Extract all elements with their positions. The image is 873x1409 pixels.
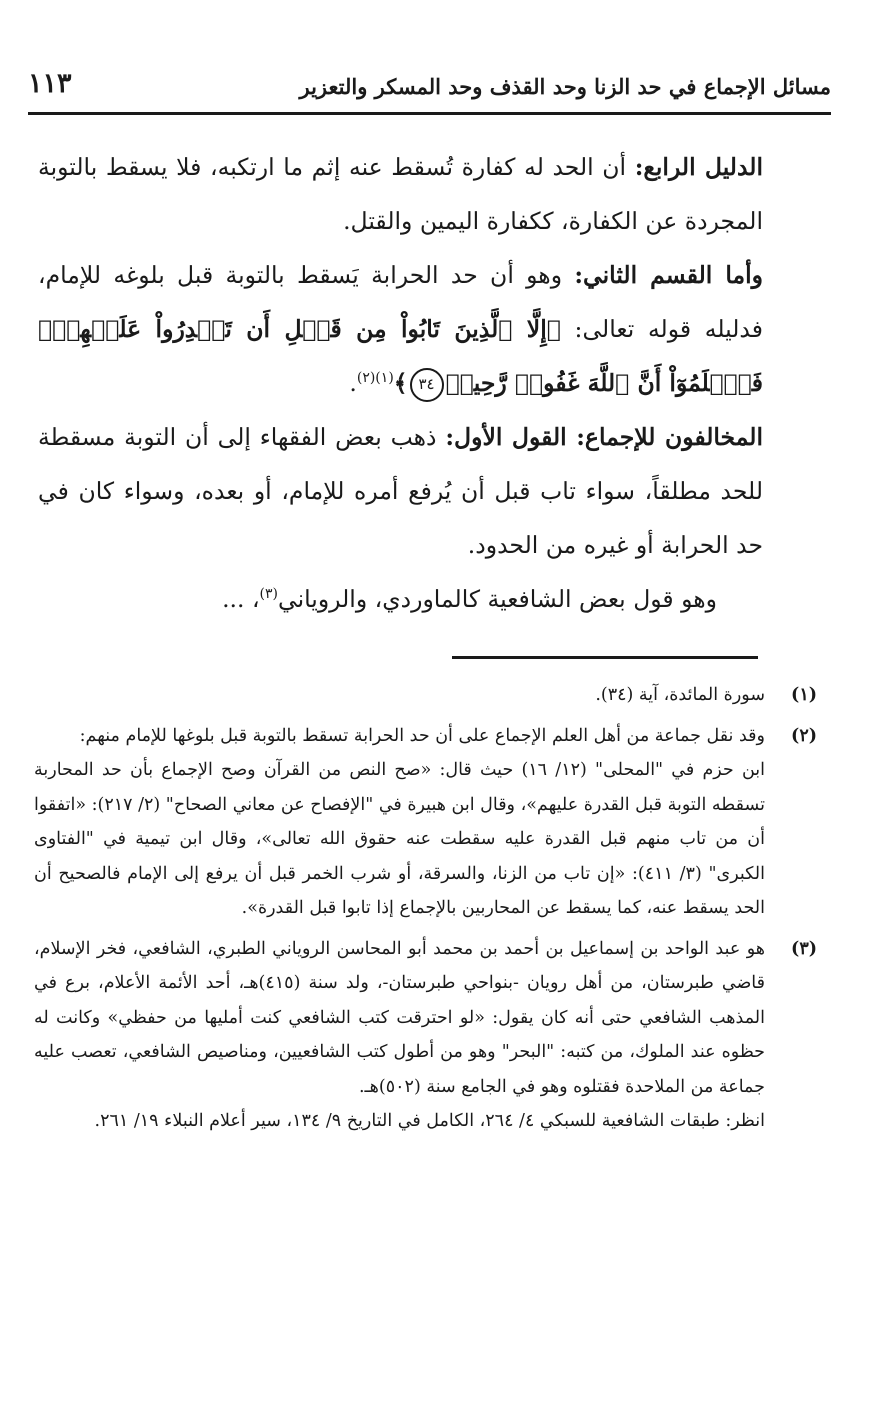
page-number: ١١٣: [28, 68, 72, 99]
footnote-text: وقد نقل جماعة من أهل العلم الإجماع على أن حد الحرابة تسقط بالتوبة قبل بلوغها للإمام منهم:: [79, 725, 765, 746]
paragraph-label: وأما القسم الثاني:: [574, 261, 763, 289]
paragraph-label: الدليل الرابع:: [634, 153, 763, 181]
footnote-3: [34, 932, 817, 1139]
footnote-quotes: ابن حزم في "المحلى" (١٢/ ١٦) حيث قال: «صح النص من القرآن وصح الإجماع بأن حد المحاربة تسقطه التوبة قبل القدرة عليهم»، وقال ابن هبيرة في "الإفصاح عن معاني الصحاح" (٢/ ٢١٧): «اتفقوا أن من تاب منهم قبل القدرة عليه سقطت عنه حقوق الله تعالى»، وقال ابن تيمية في "الفتاوى الكبرى" (٣/ ٤١١): «إن تاب من الزنا، والسرقة، أو شرب الخمر قبل أن يرفع إلى الإمام فالصحيح أن الحد يسقط عنه، كما يسقط عن المحاربين بالإجماع إذا تابوا قبل القدرة».: [34, 760, 765, 918]
paragraph-opponents: [38, 410, 763, 572]
footnote-text: هو عبد الواحد بن إسماعيل بن أحمد بن محمد أبو المحاسن الروياني الطبري، الشافعي، فخر الإسلام، قاضي طبرستان، من أهل رويان -بنواحي طبرستان-، ولد سنة (٤١٥)هـ، أحد الأئمة الأعلام، برع في المذهب الشافعي حتى أنه كان يقول: «لو احترقت كتب الشافعي كنت أمليها من حفظي» وكانت له حظوه عند الملوك، من كتبه: "البحر" وهو من أطول كتب الشافعيين، ومناصيص الشافعي، تعصب عليه جماعة من الملاحدة فقتلوه وهو في الجامع سنة (٥٠٢)هـ.: [34, 938, 765, 1097]
paragraph-text: أن الحد له كفارة تُسقط عنه إثم ما ارتكبه، فلا يسقط بالتوبة المجردة عن الكفارة، ككفارة اليمين والقتل.: [38, 153, 763, 235]
footnote-number: (٢): [791, 725, 817, 746]
paragraph-second-section: [38, 248, 763, 410]
main-text: [38, 140, 763, 626]
footnote-2: [34, 719, 817, 926]
running-title: مسائل الإجماع في حد الزنا وحد القذف وحد المسكر والتعزير: [299, 74, 831, 99]
paragraph-fourth-evidence: [38, 140, 763, 248]
paragraph-end: ، ...: [222, 585, 260, 613]
footnote-reference: (٣): [259, 586, 278, 603]
paragraph-text: وهو أن حد الحرابة يَسقط بالتوبة قبل بلوغه للإمام، فدليله قوله تعالى:: [38, 261, 763, 343]
header-rule: [28, 112, 831, 115]
quran-verse: ﴿إِلَّا ٱلَّذِينَ تَابُواْ مِن قَبۡلِ أَن تَقۡدِرُواْ عَلَيۡهِمۡۖ فَٱعۡلَمُوٓاْ أَنَّ ٱللَّهَ غَفُورٞ رَّحِيمٞ: [38, 315, 763, 397]
paragraph-shafii-opinion: [38, 572, 763, 626]
quran-verse-close: ﴾: [393, 369, 408, 397]
paragraph-end: .: [349, 369, 357, 397]
footnote-number: (١): [791, 685, 817, 705]
footnote-sources: انظر: طبقات الشافعية للسبكي ٤/ ٢٦٤، الكامل في التاريخ ٩/ ١٣٤، سير أعلام النبلاء ١٩/ ٢٦١.: [94, 1111, 765, 1131]
paragraph-sublabel: القول الأول:: [445, 423, 577, 451]
footnote-reference: (١)(٢): [356, 370, 394, 387]
footnote-number: (٣): [791, 938, 817, 959]
paragraph-text: وهو قول بعض الشافعية كالماوردي، والروياني: [278, 585, 717, 613]
footnotes: [34, 678, 817, 1145]
footnote-separator: [452, 656, 758, 659]
paragraph-label: المخالفون للإجماع:: [576, 423, 763, 451]
ayah-number-marker: ٣٤: [410, 368, 444, 402]
footnote-1: [34, 678, 817, 713]
paragraph-text: ذهب بعض الفقهاء إلى أن التوبة مسقطة للحد مطلقاً، سواء تاب قبل أن يُرفع أمره للإمام، أو بعده، وسواء كان في حد الحرابة أو غيره من الحدود.: [38, 423, 763, 559]
footnote-text: سورة المائدة، آية (٣٤).: [595, 685, 765, 705]
running-header: [28, 62, 831, 108]
